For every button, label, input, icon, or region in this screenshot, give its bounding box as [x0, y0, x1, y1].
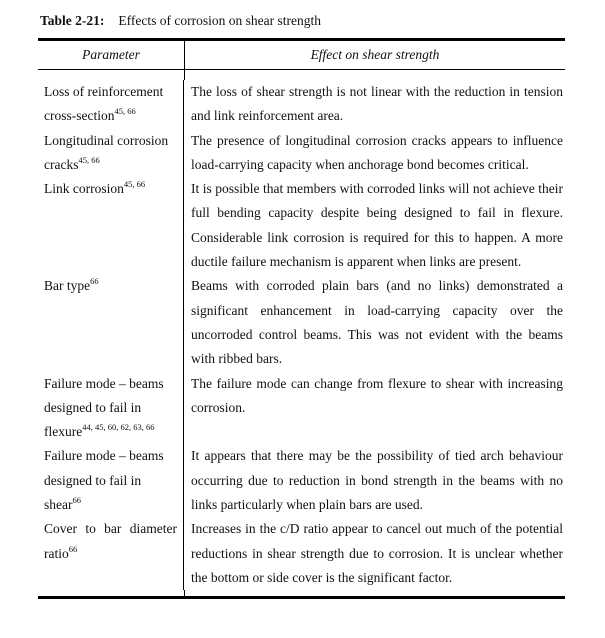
parameter-text: Cover to bar diameter ratio: [44, 521, 177, 561]
parameter-text: Failure mode – beams designed to fail in shear: [44, 448, 164, 513]
parameter-cell: [38, 372, 184, 445]
reference-superscript: 45, 66: [78, 154, 100, 165]
effect-cell: The failure mode can change from flexure to shear with increasing corrosion.: [191, 375, 563, 415]
parameter-cell: [38, 517, 184, 590]
header-parameter: Parameter: [38, 41, 185, 69]
parameter-text: Link corrosion: [44, 181, 124, 197]
table-title: Effects of corrosion on shear strength: [118, 13, 321, 28]
parameter-text: Failure mode – beams designed to fail in flexure: [44, 375, 164, 440]
table-row: [38, 274, 565, 371]
table-row: [38, 517, 565, 590]
table-row: [38, 80, 565, 129]
reference-superscript: 45, 66: [123, 179, 146, 190]
effect-cell: It is possible that members with corroded links will not achieve their full bending capacity despite being designed to fail in flexure. Considerable link corrosion is required for this to happen. A more ductile failure mechanism is apparent when links are present.: [191, 181, 563, 270]
parameter-cell: [38, 129, 184, 178]
table-row: [38, 444, 565, 517]
table-caption: [40, 13, 321, 29]
parameter-cell: [38, 444, 184, 517]
parameter-cell: [38, 80, 184, 129]
reference-superscript: 44, 45, 60, 62, 63, 66: [82, 422, 155, 433]
table-number: Table 2-21:: [40, 13, 105, 28]
reference-superscript: 66: [68, 543, 78, 554]
table-row: [38, 129, 565, 178]
effect-cell: The loss of shear strength is not linear with the reduction in tension and link reinforcement area.: [191, 84, 563, 124]
corrosion-shear-table: [38, 38, 565, 599]
table-row: [38, 177, 565, 274]
header-effect: Effect on shear strength: [310, 47, 440, 62]
parameter-cell: [38, 274, 184, 371]
table-body: [38, 80, 565, 590]
bottom-rule: [38, 596, 565, 599]
parameter-cell: [38, 177, 184, 274]
reference-superscript: 66: [72, 495, 81, 506]
effect-cell: Beams with corroded plain bars (and no links) demonstrated a significant enhancement in load-carrying capacity over the uncorroded control beams. This was not evident with the beams with ribbed bars.: [191, 278, 563, 367]
table-header: [38, 41, 565, 70]
reference-superscript: 66: [90, 276, 99, 287]
effect-cell: It appears that there may be the possibility of tied arch behaviour occurring due to reduction in bond strength in the beams with no links particularly when plain bars are used.: [191, 448, 563, 513]
parameter-text: Longitudinal corrosion cracks: [44, 132, 169, 172]
parameter-text: Bar type: [44, 278, 91, 294]
reference-superscript: 45, 66: [114, 106, 136, 117]
table-row: [38, 372, 565, 445]
effect-cell: Increases in the c/D ratio appear to cancel out much of the potential reductions in shear strength due to corrosion. It is unclear whether the bottom or side cover is the significant factor.: [191, 521, 563, 585]
parameter-text: Loss of reinforcement cross-section: [44, 84, 164, 124]
effect-cell: The presence of longitudinal corrosion cracks appears to influence load-carrying capacity when anchorage bond becomes critical.: [191, 132, 563, 172]
spacer: [38, 70, 565, 80]
